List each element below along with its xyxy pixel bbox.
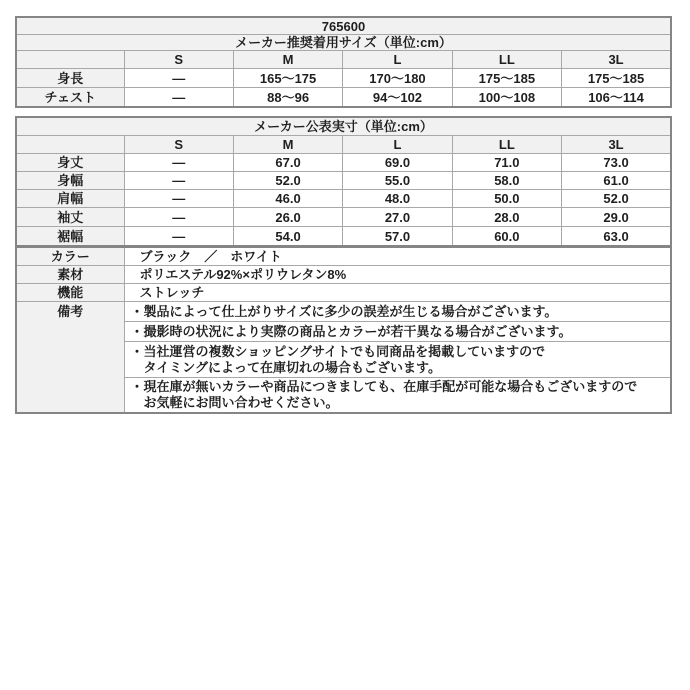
row-label-shoulder-width: 肩幅: [16, 190, 124, 208]
size-cell: ―: [124, 88, 233, 108]
col-header-l: L: [343, 136, 452, 154]
size-cell: 54.0: [233, 227, 342, 247]
col-header-ll: LL: [452, 51, 561, 69]
row-label-color: カラー: [16, 247, 124, 266]
size-cell: 26.0: [233, 208, 342, 227]
size-cell: 106～114: [562, 88, 671, 108]
col-header-ll: LL: [452, 136, 561, 154]
actual-size-table: [15, 116, 672, 247]
table-row: [16, 172, 671, 190]
recommended-size-table: [15, 16, 672, 108]
row-label-height: 身長: [16, 69, 124, 88]
size-cell: 175～185: [452, 69, 561, 88]
table-row: [16, 154, 671, 172]
row-label-sleeve-length: 袖丈: [16, 208, 124, 227]
product-details-table: [15, 246, 672, 414]
row-label-notes: 備考: [16, 302, 124, 414]
note-item: ・当社運営の複数ショッピングサイトでも同商品を掲載していますので タイミングによって在庫切れの場合もございます。: [124, 342, 671, 378]
recommended-table-title: メーカー推奨着用サイズ（単位:cm）: [16, 35, 671, 51]
row-label-hem-width: 裾幅: [16, 227, 124, 247]
col-header-blank: [16, 51, 124, 69]
note-item: ・撮影時の状況により実際の商品とカラーが若干異なる場合がございます。: [124, 322, 671, 342]
col-header-s: S: [124, 51, 233, 69]
size-cell: 55.0: [343, 172, 452, 190]
size-cell: 100～108: [452, 88, 561, 108]
size-cell: 69.0: [343, 154, 452, 172]
table-row: [16, 266, 671, 284]
size-cell: 29.0: [562, 208, 671, 227]
size-cell: ―: [124, 208, 233, 227]
size-cell: 67.0: [233, 154, 342, 172]
table-row: [16, 247, 671, 266]
size-cell: 63.0: [562, 227, 671, 247]
table-row: [16, 190, 671, 208]
size-cell: 170～180: [343, 69, 452, 88]
row-label-chest: チェスト: [16, 88, 124, 108]
col-header-l: L: [343, 51, 452, 69]
size-cell: 71.0: [452, 154, 561, 172]
col-header-3l: 3L: [562, 51, 671, 69]
table-row: [16, 302, 671, 322]
size-cell: ―: [124, 172, 233, 190]
size-cell: ―: [124, 227, 233, 247]
row-label-material: 素材: [16, 266, 124, 284]
row-label-function: 機能: [16, 284, 124, 302]
col-header-3l: 3L: [562, 136, 671, 154]
color-value: ブラック ／ ホワイト: [124, 247, 671, 266]
table-row: [16, 88, 671, 108]
row-label-body-width: 身幅: [16, 172, 124, 190]
size-cell: 50.0: [452, 190, 561, 208]
size-cell: ―: [124, 69, 233, 88]
size-cell: 52.0: [562, 190, 671, 208]
col-header-m: M: [233, 51, 342, 69]
size-cell: 94～102: [343, 88, 452, 108]
size-cell: 73.0: [562, 154, 671, 172]
size-cell: 28.0: [452, 208, 561, 227]
actual-table-title: メーカー公表実寸（単位:cm）: [16, 117, 671, 136]
note-item: ・現在庫が無いカラーや商品につきましても、在庫手配が可能な場合もございますので お気軽にお問い合わせください。: [124, 378, 671, 414]
table-row: [16, 69, 671, 88]
size-cell: 46.0: [233, 190, 342, 208]
size-cell: 58.0: [452, 172, 561, 190]
size-cell: 52.0: [233, 172, 342, 190]
product-code: 765600: [16, 17, 671, 35]
table-row: [16, 208, 671, 227]
size-cell: 60.0: [452, 227, 561, 247]
table-row: [16, 284, 671, 302]
size-cell: ―: [124, 190, 233, 208]
size-cell: 27.0: [343, 208, 452, 227]
size-cell: 48.0: [343, 190, 452, 208]
size-cell: ―: [124, 154, 233, 172]
col-header-s: S: [124, 136, 233, 154]
function-value: ストレッチ: [124, 284, 671, 302]
material-value: ポリエステル92%×ポリウレタン8%: [124, 266, 671, 284]
note-item: ・製品によって仕上がりサイズに多少の誤差が生じる場合がございます。: [124, 302, 671, 322]
size-cell: 61.0: [562, 172, 671, 190]
col-header-blank: [16, 136, 124, 154]
size-cell: 57.0: [343, 227, 452, 247]
row-label-body-length: 身丈: [16, 154, 124, 172]
size-cell: 175～185: [562, 69, 671, 88]
size-cell: 165～175: [233, 69, 342, 88]
size-cell: 88～96: [233, 88, 342, 108]
table-row: [16, 227, 671, 247]
col-header-m: M: [233, 136, 342, 154]
